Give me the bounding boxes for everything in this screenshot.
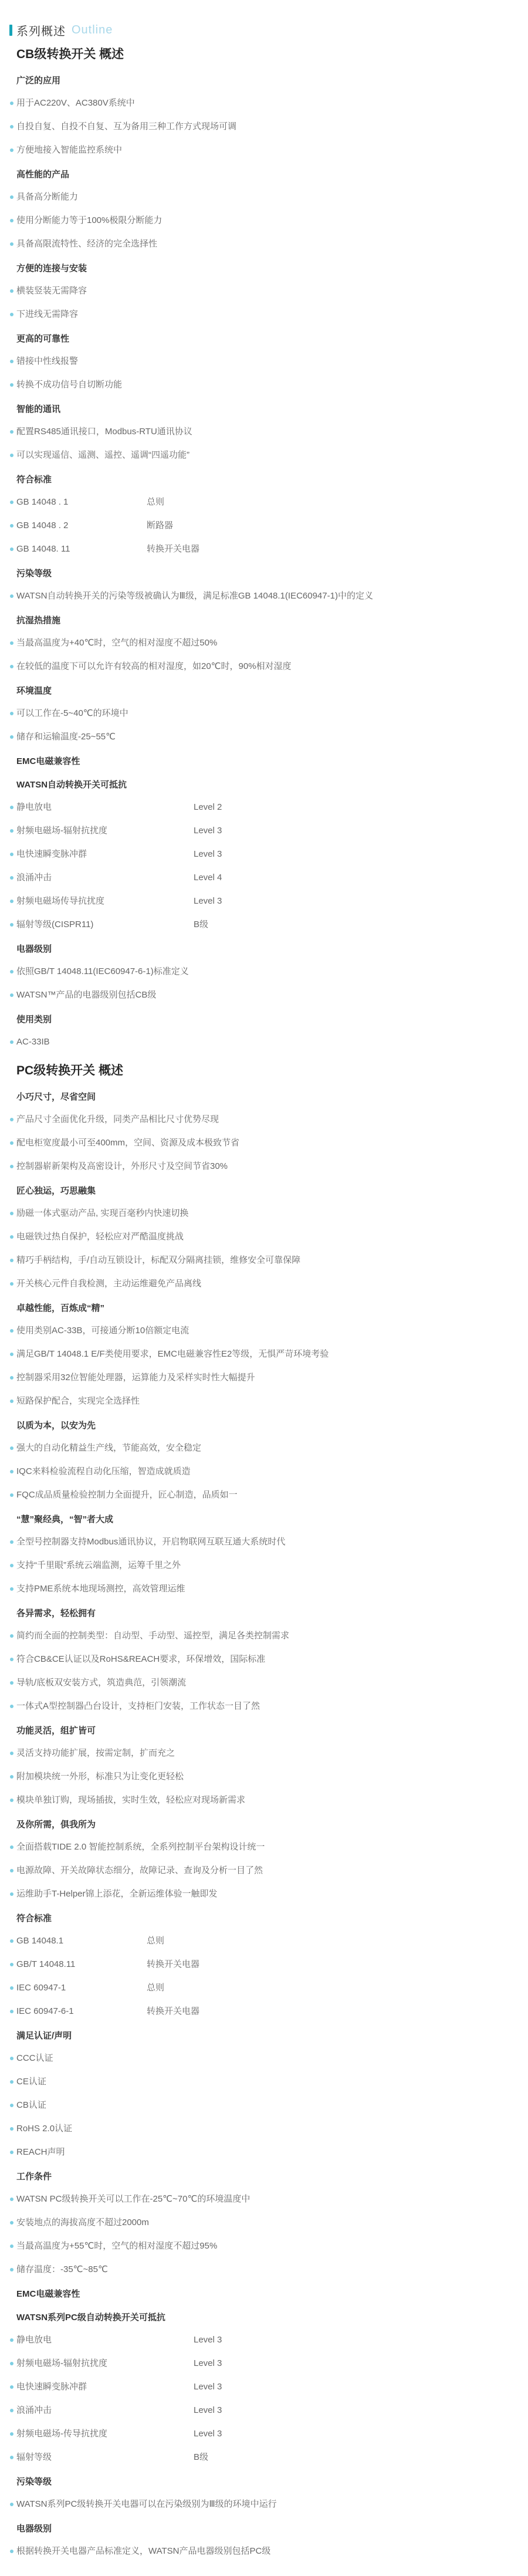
bullet-dot-icon	[10, 2409, 13, 2412]
bullet-dot-icon	[10, 195, 13, 199]
bullet-dot-icon	[10, 547, 13, 551]
bullet-label: 射频电磁场-辐射抗扰度	[16, 826, 107, 836]
bullet-item	[0, 1202, 528, 1225]
series-header	[0, 22, 528, 38]
bullet-dot-icon	[10, 2503, 13, 2506]
bullet-label: 控制器崭新架构及高密设计，外形尺寸及空间节省30%	[16, 1161, 228, 1171]
group-heading: 满足认证/声明	[16, 2031, 72, 2041]
bullet-label: 自投自复、自投不自复、互为备用三种工作方式现场可调	[16, 121, 237, 131]
bullet-dot-icon	[10, 1540, 13, 1544]
bullet-label: 精巧手柄结构，手/自动互锁设计，标配双分隔离挂锁，维修安全可靠保障	[16, 1255, 301, 1265]
bullet-item	[0, 1929, 528, 1953]
group-heading: 高性能的产品	[16, 170, 70, 180]
bullet-dot-icon	[10, 2057, 13, 2060]
bullet-dot-icon	[10, 1986, 13, 1990]
bullet-dot-icon	[10, 1892, 13, 1896]
bullet-item	[0, 2422, 528, 2446]
group-heading: 匠心独运，巧思融集	[16, 1186, 96, 1196]
bullet-item	[0, 2352, 528, 2375]
bullet-dot-icon	[10, 1212, 13, 1215]
bullet-dot-icon	[10, 430, 13, 434]
series-subtitle: Outline	[72, 23, 113, 36]
bullet-dot-icon	[10, 2456, 13, 2459]
bullet-dot-icon	[10, 2432, 13, 2436]
bullet-item	[0, 420, 528, 444]
bullet-item	[0, 303, 528, 326]
group-heading: 电器级别	[16, 2524, 52, 2534]
bullet-item	[0, 1390, 528, 1413]
spec-value: Level 2	[194, 802, 222, 812]
spec-value: 转换开关电器	[147, 2006, 200, 2016]
bullet-dot-icon	[10, 594, 13, 598]
group-heading: EMC电磁兼容性	[16, 756, 80, 766]
group-heading: 各异需求，轻松拥有	[16, 1608, 96, 1618]
bullet-label: IQC来料检验流程自动化压缩，智造成就质造	[16, 1466, 191, 1476]
group-heading: 环境温度	[16, 686, 52, 696]
bullet-item	[0, 2188, 528, 2211]
spec-value: Level 3	[194, 826, 222, 836]
bullet-item	[0, 631, 528, 655]
spec-value: Level 4	[194, 873, 222, 883]
bullet-label: IEC 60947-6-1	[16, 2006, 74, 2016]
bullet-label: AC-33IB	[16, 1037, 50, 1047]
group-heading: 方便的连接与安装	[16, 263, 87, 273]
bullet-dot-icon	[10, 1040, 13, 1044]
bullet-item	[0, 913, 528, 937]
bullet-item	[0, 2070, 528, 2094]
bullet-label: 电快速瞬变脉冲群	[16, 849, 87, 859]
bullet-label: 依照GB/T 14048.11(IEC60947-6-1)标准定义	[16, 966, 189, 976]
bullet-item	[0, 2117, 528, 2141]
bullet-label: 模块单独订购，现场插拔，实时生效，轻松应对现场新需求	[16, 1795, 246, 1805]
bullet-label: GB/T 14048.11	[16, 1959, 76, 1969]
bullet-dot-icon	[10, 1845, 13, 1849]
bullet-label: 符合CB&CE认证以及RoHS&REACH要求，环保增效，国际标准	[16, 1654, 266, 1664]
bullet-dot-icon	[10, 1658, 13, 1661]
bullet-dot-icon	[10, 1939, 13, 1943]
bullet-dot-icon	[10, 2385, 13, 2389]
bullet-dot-icon	[10, 1705, 13, 1708]
bullet-dot-icon	[10, 1752, 13, 1755]
bullet-label: 开关核心元件自我检测，主动运维避免产品离线	[16, 1279, 202, 1289]
bullet-label: 电磁铁过热自保护，轻松应对严酷温度挑战	[16, 1232, 184, 1242]
bullet-item	[0, 983, 528, 1007]
bullet-label: 电源故障、开关故障状态细分，故障记录、查询及分析一目了然	[16, 1865, 263, 1875]
bullet-dot-icon	[10, 454, 13, 457]
bullet-dot-icon	[10, 1799, 13, 1802]
bullet-label: 在较低的温度下可以允许有较高的相对湿度，如20℃时，90%相对湿度	[16, 661, 292, 671]
bullet-dot-icon	[10, 1376, 13, 1380]
bullet-item	[0, 1765, 528, 1789]
bullet-item	[0, 725, 528, 749]
bullet-label: 辐射等级(CISPR11)	[16, 919, 94, 929]
bullet-item	[0, 2328, 528, 2352]
bullet-label: 控制器采用32位智能处理器，运算能力及采样实时性大幅提升	[16, 1372, 255, 1382]
bullet-label: CE认证	[16, 2077, 46, 2087]
bullet-dot-icon	[10, 1681, 13, 1685]
bullet-dot-icon	[10, 125, 13, 129]
bullet-item	[0, 2047, 528, 2070]
bullet-item	[0, 960, 528, 983]
bullet-dot-icon	[10, 1141, 13, 1145]
bullet-dot-icon	[10, 2268, 13, 2271]
bullet-label: 方便地接入智能监控系统中	[16, 145, 123, 155]
bullet-item	[0, 2399, 528, 2422]
bullet-item	[0, 1554, 528, 1577]
bullet-label: 静电放电	[16, 802, 52, 812]
bullet-label: 辐射等级	[16, 2452, 52, 2462]
bullet-dot-icon	[10, 1259, 13, 1262]
spec-value: Level 3	[194, 2429, 222, 2439]
bullet-dot-icon	[10, 1963, 13, 1966]
bullet-dot-icon	[10, 2151, 13, 2154]
bullet-item	[0, 1789, 528, 1812]
bullet-dot-icon	[10, 148, 13, 152]
bullet-item	[0, 1976, 528, 2000]
bullet-label: 下进线无需降容	[16, 309, 79, 319]
bullet-item	[0, 444, 528, 467]
bullet-label: 全面搭载TIDE 2.0 智能控制系统，全系列控制平台架构设计统一	[16, 1842, 265, 1852]
bullet-label: GB 14048.1	[16, 1936, 64, 1946]
bullet-item	[0, 1131, 528, 1155]
bullet-item	[0, 1460, 528, 1483]
bullet-dot-icon	[10, 289, 13, 293]
group-heading: 抗湿热措施	[16, 616, 61, 626]
bullet-item	[0, 209, 528, 232]
bullet-label: WATSN自动转换开关的污染等级被确认为Ⅲ级，满足标准GB 14048.1(IEC60947-1)中的定义	[16, 591, 373, 601]
spec-value: Level 3	[194, 896, 222, 906]
bullet-label: FQC成品质量检验控制力全面提升，匠心制造，品质如一	[16, 1490, 238, 1500]
bullet-item	[0, 1483, 528, 1507]
group-heading: 以质为本，以安为先	[16, 1421, 96, 1431]
bullet-label: 运维助手T-Helper锦上添花，全新运维体验一触即发	[16, 1889, 218, 1899]
bullet-item	[0, 279, 528, 303]
bullet-dot-icon	[10, 1446, 13, 1450]
bullet-label: 使用类别AC-33B，可接通分断10倍额定电流	[16, 1326, 189, 1336]
bullet-item	[0, 232, 528, 256]
bullet-item	[0, 350, 528, 373]
bullet-label: 配电柜宽度最小可至400mm，空间、资源及成本极致节省	[16, 1138, 240, 1148]
bullet-label: 短路保护配合，实现完全选择性	[16, 1396, 140, 1406]
bullet-dot-icon	[10, 2244, 13, 2248]
bullet-label: 支持“千里眼”系统云端监测，运筹千里之外	[16, 1560, 181, 1570]
bullet-dot-icon	[10, 242, 13, 246]
group-heading: 符合标准	[16, 1914, 52, 1923]
bullet-label: 产品尺寸全面优化升级，同类产品相比尺寸优势尽现	[16, 1114, 219, 1124]
bullet-item	[0, 702, 528, 725]
bullet-label: 导轨/底板双安装方式，筑造典范，引领潮流	[16, 1678, 187, 1688]
bullet-item	[0, 115, 528, 138]
bullet-label: CB认证	[16, 2100, 46, 2110]
spec-value: Level 3	[194, 2358, 222, 2368]
bullet-dot-icon	[10, 1634, 13, 1638]
bullet-dot-icon	[10, 923, 13, 927]
bullet-dot-icon	[10, 501, 13, 504]
spec-value: Level 3	[194, 849, 222, 859]
bullet-label: 用于AC220V、AC380V系统中	[16, 98, 135, 108]
bullet-label: 浪涌冲击	[16, 2405, 52, 2415]
group-heading: 及你所需，俱我所为	[16, 1820, 96, 1830]
bullet-label: REACH声明	[16, 2147, 65, 2157]
group-heading: 更高的可靠性	[16, 334, 70, 344]
bullet-label: 安装地点的海拔高度不超过2000m	[16, 2217, 149, 2227]
bullet-label: 具备高限流特性、经济的完全选择性	[16, 239, 158, 249]
bullet-dot-icon	[10, 900, 13, 903]
group-heading: “慧”聚经典，“智”者大成	[16, 1515, 114, 1524]
bullet-dot-icon	[10, 1775, 13, 1779]
group-heading: 智能的通讯	[16, 404, 61, 414]
content-body	[0, 38, 528, 2563]
bullet-item	[0, 1624, 528, 1648]
spec-value: 总则	[147, 497, 165, 507]
bullet-item	[0, 1742, 528, 1765]
bullet-dot-icon	[10, 970, 13, 973]
bullet-item	[0, 890, 528, 913]
bullet-label: 射频电磁场-辐射抗扰度	[16, 2358, 107, 2368]
bullet-label: 射频电磁场-传导抗扰度	[16, 2429, 107, 2439]
bullet-label: 强大的自动化精益生产线，节能高效，安全稳定	[16, 1443, 202, 1453]
bullet-item	[0, 514, 528, 537]
bullet-label: 励磁一体式驱动产品, 实现百毫秒内快速切换	[16, 1208, 189, 1218]
bullet-item	[0, 1249, 528, 1272]
bullet-dot-icon	[10, 993, 13, 997]
bullet-label: GB 14048 . 1	[16, 497, 69, 507]
bullet-label: WATSN PC级转换开关可以工作在-25℃~70℃的环境温度中	[16, 2194, 251, 2204]
bullet-item	[0, 2375, 528, 2399]
bullet-item	[0, 2540, 528, 2563]
spec-value: Level 3	[194, 2405, 222, 2415]
bullet-label: 附加模块统一外形，标准只为让变化更轻松	[16, 1772, 184, 1781]
bullet-dot-icon	[10, 219, 13, 222]
bullet-dot-icon	[10, 102, 13, 105]
bullet-item	[0, 819, 528, 843]
bullet-label: GB 14048 . 2	[16, 520, 69, 530]
bullet-dot-icon	[10, 1869, 13, 1872]
group-heading: WATSN自动转换开关可抵抗	[16, 780, 127, 790]
bullet-item	[0, 1577, 528, 1601]
bullet-label: 可以工作在-5~40℃的环境中	[16, 708, 128, 718]
bullet-dot-icon	[10, 2550, 13, 2553]
bullet-item	[0, 1319, 528, 1343]
bullet-dot-icon	[10, 829, 13, 833]
bullet-dot-icon	[10, 2010, 13, 2013]
bullet-dot-icon	[10, 360, 13, 363]
bullet-item	[0, 2094, 528, 2117]
group-heading: 污染等级	[16, 2477, 52, 2487]
bullet-item	[0, 138, 528, 162]
bullet-label: 浪涌冲击	[16, 873, 52, 883]
bullet-dot-icon	[10, 876, 13, 880]
bullet-item	[0, 373, 528, 397]
bullet-label: 横装竖装无需降容	[16, 286, 87, 296]
bullet-item	[0, 1225, 528, 1249]
bullet-item	[0, 1695, 528, 1718]
bullet-item	[0, 2446, 528, 2469]
bullet-item	[0, 1108, 528, 1131]
bullet-dot-icon	[10, 2362, 13, 2365]
bullet-item	[0, 584, 528, 608]
spec-value: Level 3	[194, 2382, 222, 2392]
group-heading: 广泛的应用	[16, 76, 61, 86]
bullet-dot-icon	[10, 2127, 13, 2131]
bullet-label: 根据转换开关电器产品标准定义，WATSN产品电器级别包括PC级	[16, 2546, 271, 2556]
series-title: 系列概述	[16, 25, 66, 38]
bullet-item	[0, 796, 528, 819]
bullet-label: WATSN™产品的电器级别包括CB级	[16, 990, 157, 1000]
spec-value: Level 3	[194, 2335, 222, 2345]
bullet-item	[0, 2234, 528, 2258]
bullet-item	[0, 2141, 528, 2164]
bullet-item	[0, 1953, 528, 1976]
section-title: PC级转换开关 概述	[16, 1064, 124, 1077]
bullet-label: 可以实现遥信、遥测、遥控、遥调“四遥功能”	[16, 450, 189, 460]
bullet-label: 一体式A型控制器凸台设计，支持柜门安装，工作状态一目了然	[16, 1701, 260, 1711]
bullet-item	[0, 185, 528, 209]
bullet-item	[0, 1882, 528, 1906]
bullet-label: 静电放电	[16, 2335, 52, 2345]
bullet-item	[0, 2258, 528, 2281]
bullet-label: 当最高温度为+55℃时，空气的相对湿度不超过95%	[16, 2241, 218, 2251]
bullet-dot-icon	[10, 641, 13, 645]
bullet-dot-icon	[10, 853, 13, 856]
bullet-item	[0, 1436, 528, 1460]
bullet-item	[0, 2211, 528, 2234]
bullet-dot-icon	[10, 806, 13, 809]
bullet-item	[0, 866, 528, 890]
bullet-label: 储存温度：-35℃~85℃	[16, 2264, 108, 2274]
bullet-item	[0, 655, 528, 678]
bullet-dot-icon	[10, 2080, 13, 2084]
bullet-dot-icon	[10, 1329, 13, 1333]
bullet-dot-icon	[10, 383, 13, 387]
accent-bar	[9, 25, 12, 36]
bullet-label: 储存和运输温度-25~55℃	[16, 732, 116, 742]
bullet-label: 配置RS485通讯接口，Modbus-RTU通讯协议	[16, 427, 192, 437]
group-heading: EMC电磁兼容性	[16, 2289, 80, 2299]
bullet-dot-icon	[10, 735, 13, 739]
bullet-dot-icon	[10, 1118, 13, 1121]
group-heading: 符合标准	[16, 475, 52, 485]
bullet-item	[0, 1272, 528, 1296]
bullet-label: GB 14048. 11	[16, 544, 70, 554]
group-heading: 电器级别	[16, 944, 52, 954]
bullet-item	[0, 1671, 528, 1695]
bullet-item	[0, 843, 528, 866]
bullet-dot-icon	[10, 665, 13, 668]
bullet-item	[0, 2493, 528, 2516]
bullet-dot-icon	[10, 712, 13, 715]
bullet-label: 支持PME系统本地现场测控，高效管理运维	[16, 1584, 185, 1594]
bullet-dot-icon	[10, 2338, 13, 2342]
bullet-label: 全型号控制器支持Modbus通讯协议，开启物联网互联互通大系统时代	[16, 1537, 286, 1547]
bullet-item	[0, 1155, 528, 1178]
bullet-dot-icon	[10, 1353, 13, 1356]
bullet-dot-icon	[10, 2104, 13, 2107]
bullet-label: 当最高温度为+40℃时，空气的相对湿度不超过50%	[16, 638, 218, 648]
bullet-dot-icon	[10, 1564, 13, 1567]
spec-value: 总则	[147, 1936, 165, 1946]
spec-value: 转换开关电器	[147, 544, 200, 554]
group-heading: 小巧尺寸，尽省空间	[16, 1092, 96, 1102]
bullet-item	[0, 2000, 528, 2023]
bullet-label: 具备高分断能力	[16, 192, 79, 202]
bullet-dot-icon	[10, 1587, 13, 1591]
bullet-item	[0, 1343, 528, 1366]
bullet-dot-icon	[10, 1399, 13, 1403]
bullet-dot-icon	[10, 1470, 13, 1473]
bullet-dot-icon	[10, 1165, 13, 1168]
group-heading: 工作条件	[16, 2172, 52, 2182]
bullet-dot-icon	[10, 1493, 13, 1497]
bullet-item	[0, 537, 528, 561]
bullet-label: 灵活支持功能扩展，按需定制，扩而充之	[16, 1748, 175, 1758]
bullet-item	[0, 1859, 528, 1882]
bullet-dot-icon	[10, 524, 13, 528]
group-heading: WATSN系列PC级自动转换开关可抵抗	[16, 2313, 165, 2323]
bullet-item	[0, 1835, 528, 1859]
group-heading: 使用类别	[16, 1015, 52, 1025]
spec-value: 断路器	[147, 520, 174, 530]
spec-value: B级	[194, 919, 209, 929]
section-title: CB级转换开关 概述	[16, 48, 124, 61]
bullet-item	[0, 1648, 528, 1671]
bullet-item	[0, 92, 528, 115]
bullet-label: IEC 60947-1	[16, 1983, 66, 1993]
group-heading: 污染等级	[16, 569, 52, 579]
bullet-dot-icon	[10, 2221, 13, 2225]
spec-value: 转换开关电器	[147, 1959, 200, 1969]
bullet-label: 射频电磁场传导抗扰度	[16, 896, 105, 906]
bullet-label: 满足GB/T 14048.1 E/F类使用要求，EMC电磁兼容性E2等级，无惧严苛环境考验	[16, 1349, 329, 1359]
bullet-dot-icon	[10, 1282, 13, 1286]
bullet-label: 电快速瞬变脉冲群	[16, 2382, 87, 2392]
bullet-label: CCC认证	[16, 2053, 53, 2063]
bullet-item	[0, 491, 528, 514]
group-heading: 卓越性能，百炼成“精”	[16, 1303, 105, 1313]
spec-value: 总则	[147, 1983, 165, 1993]
bullet-dot-icon	[10, 2198, 13, 2201]
bullet-item	[0, 1530, 528, 1554]
bullet-item	[0, 1366, 528, 1390]
spec-value: B级	[194, 2452, 209, 2462]
bullet-dot-icon	[10, 313, 13, 316]
group-heading: 功能灵活，组扩皆可	[16, 1726, 96, 1736]
bullet-item	[0, 1030, 528, 1054]
bullet-dot-icon	[10, 1235, 13, 1239]
bullet-label: 转换不成功信号自切断功能	[16, 380, 123, 390]
bullet-label: RoHS 2.0认证	[16, 2124, 73, 2134]
bullet-label: WATSN系列PC级转换开关电器可以在污染级别为Ⅲ级的环境中运行	[16, 2499, 277, 2509]
bullet-label: 错接中性线报警	[16, 356, 79, 366]
bullet-label: 使用分断能力等于100%极限分断能力	[16, 215, 163, 225]
bullet-label: 简约而全面的控制类型：自动型、手动型、遥控型，满足各类控制需求	[16, 1631, 290, 1641]
